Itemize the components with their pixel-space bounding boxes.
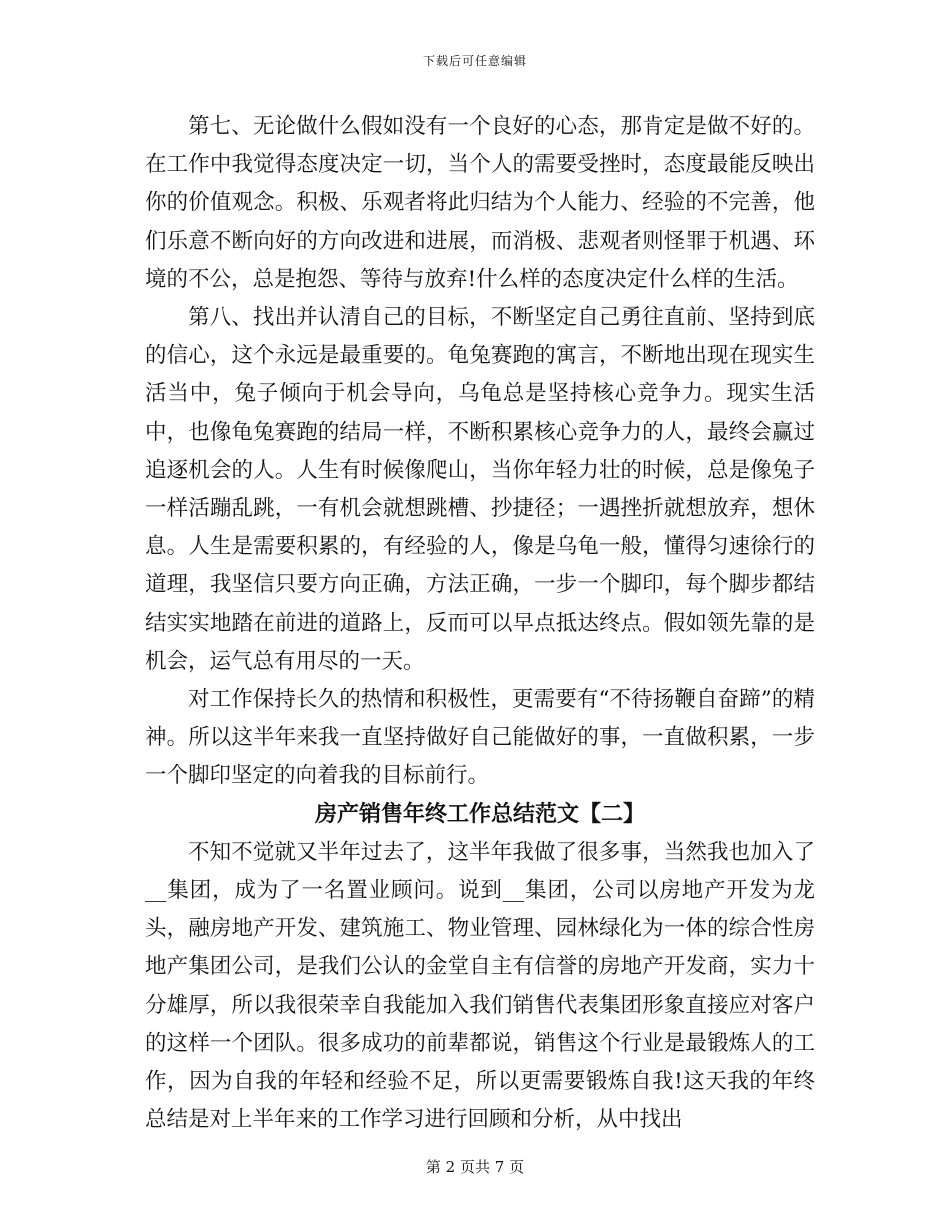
section-title: 房产销售年终工作总结范文【二】 — [314, 801, 645, 827]
paragraph: 对工作保持长久的热情和积极性，更需要有“不待扬鞭自奋蹄”的精神。所以这半年来我一直坚持做好自己能做好的事，一直做积累，一步一个脚印坚定的向着我的目标前行。 — [145, 687, 815, 789]
paragraph: 第八、找出并认清自己的目标，不断坚定自己勇往直前、坚持到底的信心，这个永远是最重要的。龟兔赛跑的寓言，不断地出现在现实生活当中，兔子倾向于机会导向，乌龟总是坚持核心竞争力。现实生活中，也像龟兔赛跑的结局一样，不断积累核心竞争力的人，最终会赢过追逐机会的人。人生有时候像爬山，当你年轻力壮的时候，总是像兔子一样活蹦乱跳，一有机会就想跳槽、抄捷径；一遇挫折就想放弃，想休息。人生是需要积累的，有经验的人，像是乌龟一般，懂得匀速徐行的道理，我坚信只要方向正确，方法正确，一步一个脚印，每个脚步都结结实实地踏在前进的道路上，反而可以早点抵达终点。假如领先靠的是机会，运气总有用尽的一天。 — [145, 305, 815, 674]
paragraph: 第七、无论做什么假如没有一个良好的心态，那肯定是做不好的。在工作中我觉得态度决定一切，当个人的需要受挫时，态度最能反映出你的价值观念。积极、乐观者将此归结为个人能力、经验的不完善，他们乐意不断向好的方向改进和进展，而消极、悲观者则怪罪于机遇、环境的不公，总是抱怨、等待与放弃!什么样的态度决定什么样的生活。 — [145, 114, 815, 292]
paragraph: 不知不觉就又半年过去了，这半年我做了很多事，当然我也加入了__集团，成为了一名置业顾问。说到__集团，公司以房地产开发为龙头，融房地产开发、建筑施工、物业管理、园林绿化为一体的综合性房地产集团公司，是我们公认的金堂自主有信誉的房地产开发商，实力十分雄厚，所以我很荣幸自我能加入我们销售代表集团形象直接应对客户的这样一个团队。很多成功的前辈都说，销售这个行业是最锻炼人的工作，因为自我的年轻和经验不足，所以更需要锻炼自我!这天我的年终总结是对上半年来的工作学习进行回顾和分析，从中找出 — [145, 839, 815, 1133]
page-header: 下载后可任意编辑 — [422, 54, 527, 68]
page-number: 第 2 页共 7 页 — [425, 1158, 525, 1176]
document-body — [145, 108, 815, 1139]
